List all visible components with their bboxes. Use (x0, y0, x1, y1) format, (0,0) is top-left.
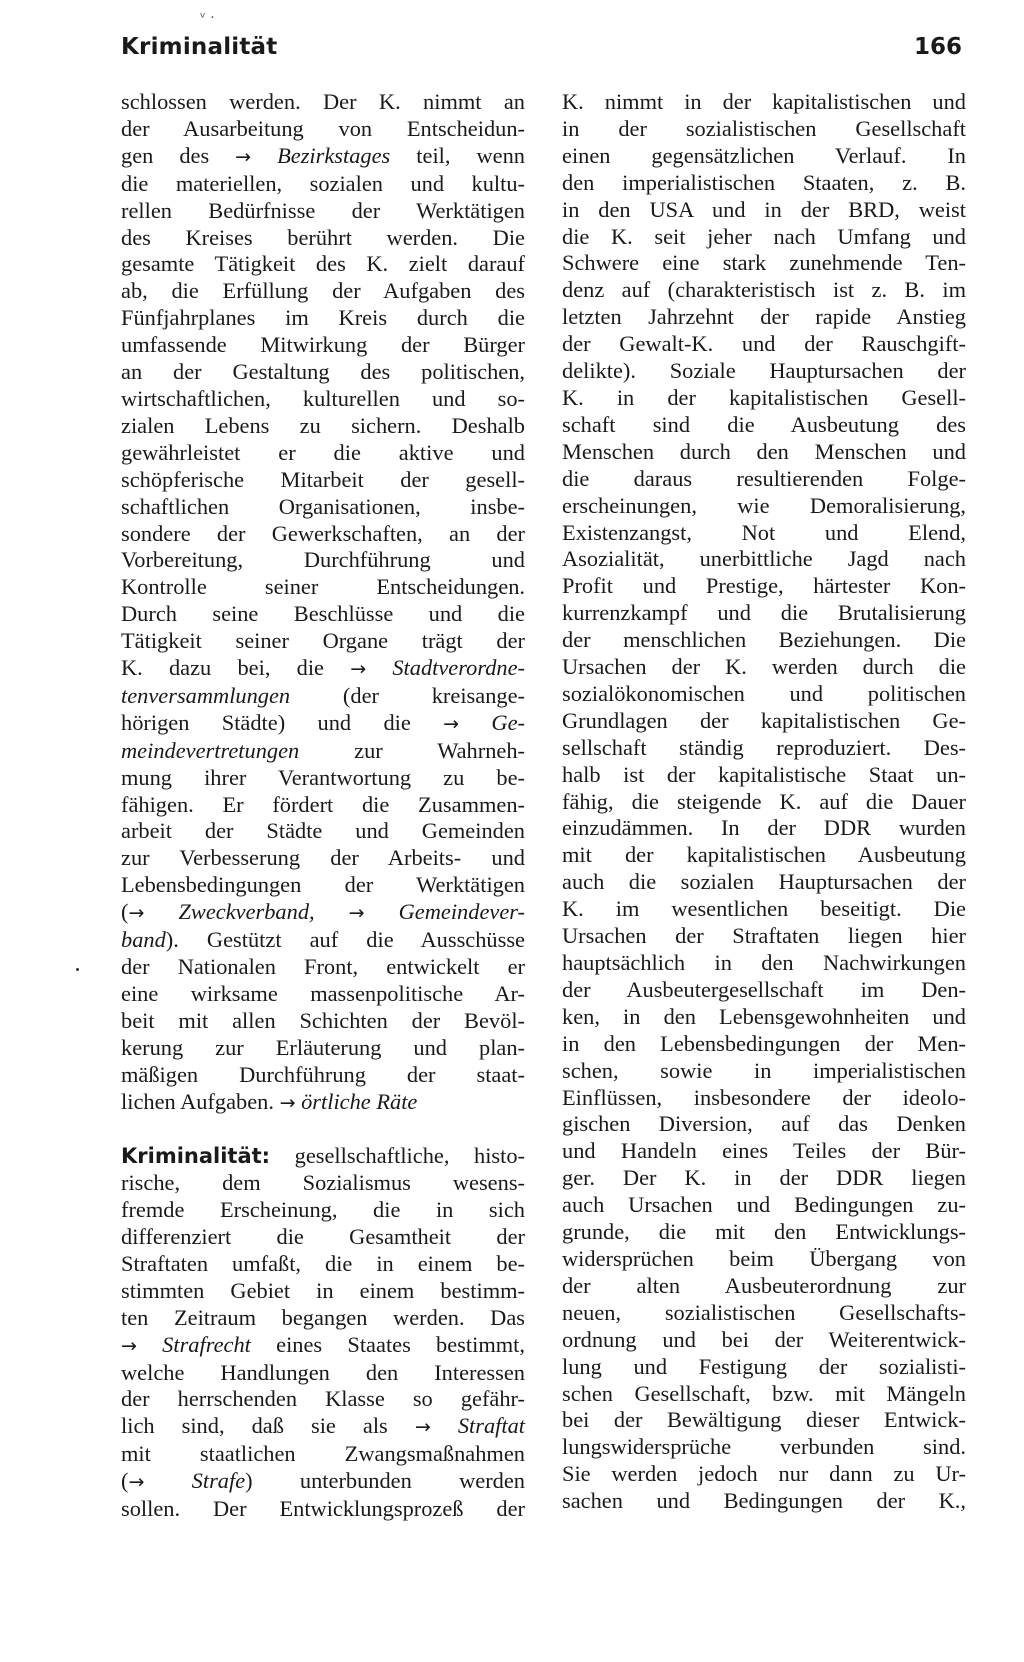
page-number: 166 (913, 34, 962, 60)
text-line: beit mit allen Schichten der Bevöl- (121, 1007, 525, 1033)
text-line: rellen Bedürfnisse der Werktätigen (121, 197, 525, 223)
text-line: gewährleistet er die aktive und (121, 439, 525, 465)
left-column (121, 89, 525, 1523)
text-line: gen des → Bezirkstages teil, wenn (121, 142, 525, 168)
text-line: die daraus resultierenden Folge- (562, 465, 966, 491)
text-line: sondere der Gewerkschaften, an der (121, 520, 525, 546)
text-line: auch die sozialen Hauptursachen der (562, 869, 966, 895)
text-line: sachen und Bedingungen der K., (562, 1488, 966, 1514)
text-line: der Ausarbeitung von Entscheidun- (121, 115, 525, 141)
cross-reference-arrow-icon: → (414, 1416, 431, 1439)
text-line: denz auf (charakteristisch ist z. B. im (562, 277, 966, 303)
text-line: der alten Ausbeuterordnung zur (562, 1272, 966, 1298)
text-line: die materiellen, sozialen und kultu- (121, 170, 525, 196)
text-line: hörigen Städte) und die → Ge- (121, 709, 525, 735)
text-line: meindevertretungen zur Wahrneh- (121, 737, 525, 763)
text-line: fremde Erscheinung, die in sich (121, 1197, 525, 1223)
text-line: ger. Der K. in der DDR liegen (562, 1165, 966, 1191)
text-line: Ursachen der K. werden durch die (562, 654, 966, 680)
text-line: Sie werden jedoch nur dann zu Ur- (562, 1461, 966, 1487)
text-line: Grundlagen der kapitalistischen Ge- (562, 707, 966, 733)
text-line: (→ Zweckverband, → Gemeindever- (121, 899, 525, 925)
text-line: hauptsächlich in den Nachwirkungen (562, 950, 966, 975)
text-line: den imperialistischen Staaten, z. B. (562, 169, 966, 195)
text-line: Straftaten umfaßt, die in einem be- (121, 1250, 525, 1276)
header-scan-mark: ᵛ · (200, 10, 215, 26)
cross-reference-term: Strafrecht (162, 1331, 251, 1357)
cross-reference-term: Bezirkstages (277, 142, 391, 168)
cross-reference-term: örtliche Räte (301, 1088, 418, 1114)
text-line: in den USA und in der BRD, weist (562, 196, 966, 222)
text-line: lungswidersprüche verbunden sind. (562, 1434, 966, 1460)
text-line: schaftlichen Organisationen, insbe- (121, 493, 525, 519)
text-line: zur Verbesserung der Arbeits- und (121, 845, 525, 871)
text-line: in den Lebensbedingungen der Men- (562, 1030, 966, 1056)
running-head: Kriminalität (121, 34, 278, 60)
text-line: delikte). Soziale Hauptursachen der (562, 358, 966, 384)
cross-reference-arrow-icon: → (443, 712, 460, 735)
text-line: lung und Festigung der sozialisti- (562, 1353, 966, 1379)
text-line: der menschlichen Beziehungen. Die (562, 627, 966, 653)
text-line: zialen Lebens zu sichern. Deshalb (121, 412, 525, 438)
stray-dot (76, 968, 79, 971)
text-line: Asozialität, unerbittliche Jagd nach (562, 546, 966, 572)
text-line: sollen. Der Entwicklungsprozeß der (121, 1496, 525, 1522)
text-line: Tätigkeit seiner Organe trägt der (121, 628, 525, 654)
cross-reference-term: Straftat (457, 1413, 525, 1439)
cross-reference-term: Strafe (191, 1468, 246, 1494)
text-line: bei der Bewältigung dieser Entwick- (562, 1407, 966, 1433)
text-line: der herrschenden Klasse so gefähr- (121, 1386, 525, 1412)
text-line: welche Handlungen den Interessen (121, 1359, 525, 1385)
text-line: lichen Aufgaben. → örtliche Räte (121, 1088, 418, 1114)
text-line: Fünfjahrplanes im Kreis durch die (121, 305, 525, 331)
paragraph-gap (121, 1116, 525, 1143)
text-line: kurrenzkampf und die Brutalisierung (562, 600, 966, 626)
text-line: neuen, sozialistischen Gesellschafts- (562, 1299, 966, 1325)
text-line: einen gegensätzlichen Verlauf. In (562, 142, 966, 168)
text-line: schen Gesellschaft, bzw. mit Mängeln (562, 1380, 966, 1406)
text-line: fähigen. Er fördert die Zusammen- (121, 791, 525, 817)
text-line: Schwere eine stark zunehmende Ten- (562, 250, 966, 276)
text-line: mit der kapitalistischen Ausbeutung (562, 842, 966, 868)
text-line: Kriminalität: gesellschaftliche, histo- (121, 1143, 525, 1169)
text-line: mäßigen Durchführung der staat- (121, 1061, 525, 1087)
text-line: lich sind, daß sie als → Straftat (121, 1413, 525, 1439)
text-line: K. im wesentlichen beseitigt. Die (562, 896, 966, 922)
cross-reference-term: Zweckverband, (178, 899, 315, 925)
text-line: → Strafrecht eines Staates bestimmt, (121, 1331, 525, 1357)
text-line: der Ausbeutergesellschaft im Den- (562, 976, 966, 1002)
text-line: schaft sind die Ausbeutung des (562, 411, 966, 437)
cross-reference-arrow-icon: → (128, 902, 145, 925)
text-line: und Handeln eines Teiles der Bür- (562, 1138, 966, 1164)
cross-reference-arrow-icon: → (279, 1091, 296, 1114)
text-line: band). Gestützt auf die Ausschüsse (121, 927, 525, 953)
text-line: Einflüssen, insbesondere der ideolo- (562, 1084, 966, 1110)
text-line: mung ihrer Verantwortung zu be- (121, 764, 525, 790)
cross-reference-term: Gemeindever- (398, 899, 525, 925)
text-line: halb ist der kapitalistische Staat un- (562, 761, 966, 787)
text-line: gesamte Tätigkeit des K. zielt darauf (121, 251, 525, 277)
text-line: kerung zur Erläuterung und plan- (121, 1034, 525, 1060)
cross-reference-term: band (121, 927, 166, 953)
text-line: Existenzangst, Not und Elend, (562, 519, 966, 545)
text-line: schöpferische Mitarbeit der gesell- (121, 466, 525, 492)
text-line: tenversammlungen (der kreisange- (121, 682, 525, 708)
text-line: K. dazu bei, die → Stadtverordne- (121, 655, 525, 681)
text-line: Ursachen der Straftaten liegen hier (562, 923, 966, 949)
cross-reference-term: Stadtverordne- (392, 655, 525, 681)
text-line: arbeit der Städte und Gemeinden (121, 818, 525, 844)
text-line: grunde, die mit den Entwicklungs- (562, 1219, 966, 1245)
text-line: umfassende Mitwirkung der Bürger (121, 332, 525, 358)
cross-reference-arrow-icon: → (128, 1471, 145, 1494)
text-line: letzten Jahrzehnt der rapide Anstieg (562, 304, 966, 330)
text-line: (→ Strafe) unterbunden werden (121, 1468, 525, 1494)
text-line: der Nationalen Front, entwickelt er (121, 954, 525, 979)
text-line: in der sozialistischen Gesellschaft (562, 115, 966, 141)
text-line: K. in der kapitalistischen Gesell- (562, 384, 966, 410)
text-line: einzudämmen. In der DDR wurden (562, 815, 966, 841)
text-line: die K. seit jeher nach Umfang und (562, 223, 966, 249)
text-line: wirtschaftlichen, kulturellen und so- (121, 385, 525, 411)
text-line: Vorbereitung, Durchführung und (121, 547, 525, 573)
text-line: schen, sowie in imperialistischen (562, 1057, 966, 1083)
text-line: der Gewalt-K. und der Rauschgift- (562, 331, 966, 357)
text-line: sellschaft ständig reproduziert. Des- (562, 734, 966, 760)
cross-reference-arrow-icon: → (350, 658, 367, 681)
text-line: ten Zeitraum begangen werden. Das (121, 1304, 525, 1330)
text-line: Kontrolle seiner Entscheidungen. (121, 574, 525, 600)
text-line: Lebensbedingungen der Werktätigen (121, 872, 525, 898)
text-line: K. nimmt in der kapitalistischen und (562, 89, 966, 114)
text-line: Durch seine Beschlüsse und die (121, 601, 525, 627)
text-line: erscheinungen, wie Demoralisierung, (562, 492, 966, 518)
entry-kriminalitaet (121, 1143, 525, 1523)
text-line: Menschen durch den Menschen und (562, 438, 966, 464)
cross-reference-arrow-icon: → (235, 145, 252, 168)
text-line: ordnung und bei der Weiterentwick- (562, 1326, 966, 1352)
continuation-paragraph (121, 89, 525, 1116)
text-line: fähig, die steigende K. auf die Dauer (562, 788, 966, 814)
cross-reference-arrow-icon: → (121, 1334, 137, 1357)
cross-reference-arrow-icon: → (348, 902, 365, 925)
entry-keyword: Kriminalität: (121, 1144, 271, 1169)
text-line: des Kreises berührt werden. Die (121, 224, 525, 250)
text-line: gischen Diversion, auf das Denken (562, 1111, 966, 1137)
text-line: sozialökonomischen und politischen (562, 680, 966, 706)
text-line: widersprüchen beim Übergang von (562, 1245, 966, 1271)
text-line: rische, dem Sozialismus wesens- (121, 1170, 525, 1196)
cross-reference-term: meindevertretungen (121, 737, 300, 763)
text-line: ab, die Erfüllung der Aufgaben des (121, 278, 525, 304)
right-column (562, 89, 966, 1515)
cross-reference-term: tenversammlungen (121, 682, 291, 708)
text-line: differenziert die Gesamtheit der (121, 1224, 525, 1250)
text-line: schlossen werden. Der K. nimmt an (121, 89, 525, 114)
cross-reference-term: Ge- (491, 709, 525, 735)
text-line: mit staatlichen Zwangsmaßnahmen (121, 1441, 525, 1467)
text-line: ken, in den Lebensgewohnheiten und (562, 1003, 966, 1029)
text-line: stimmten Gebiet in einem bestimm- (121, 1277, 525, 1303)
text-line: Profit und Prestige, härtester Kon- (562, 573, 966, 599)
text-line: eine wirksame massenpolitische Ar- (121, 980, 525, 1006)
text-line: auch Ursachen und Bedingungen zu- (562, 1192, 966, 1218)
text-line: an der Gestaltung des politischen, (121, 359, 525, 385)
